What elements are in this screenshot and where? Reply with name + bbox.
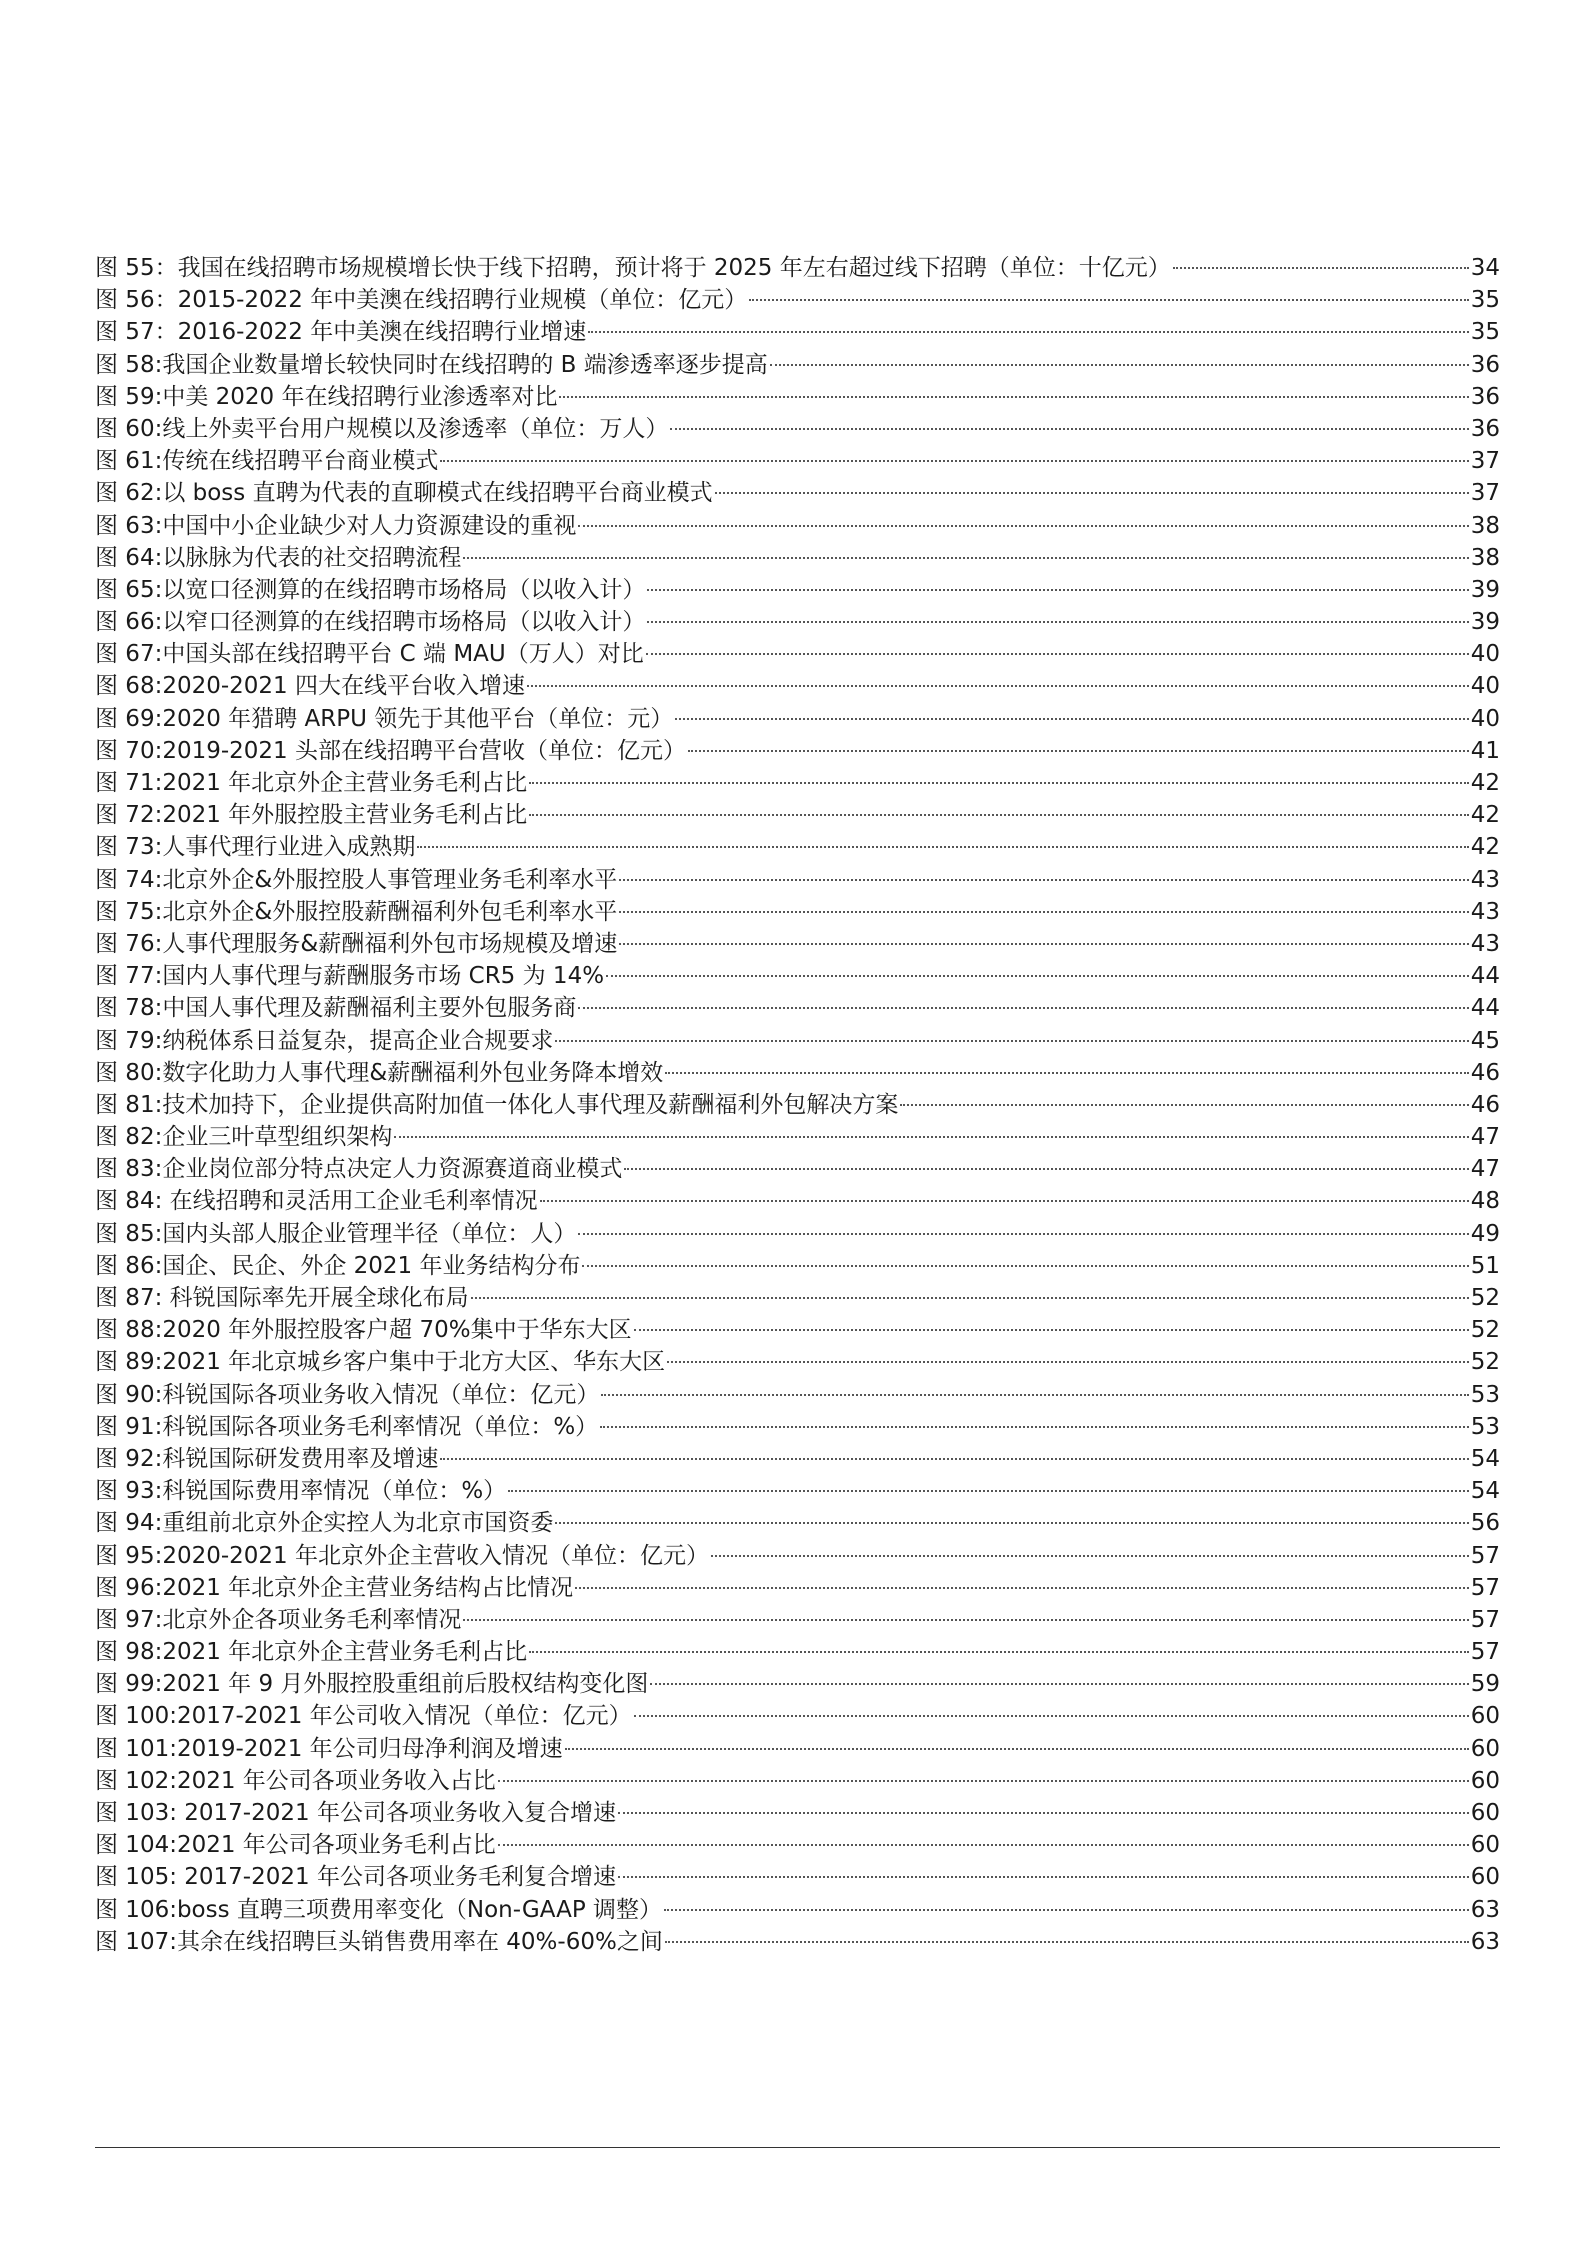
toc-entry-title: 图 91:科锐国际各项业务毛利率情况（单位：%）	[95, 1413, 599, 1440]
toc-entry-page-number: 44	[1470, 963, 1500, 990]
toc-entry-page-number: 34	[1470, 255, 1500, 281]
toc-dot-leader	[601, 1394, 1468, 1396]
toc-entry-title: 图 70:2019-2021 头部在线招聘平台营收（单位：亿元）	[95, 737, 687, 764]
toc-dot-leader	[578, 525, 1468, 527]
toc-entry[interactable]	[95, 1218, 1500, 1250]
toc-entry-page-number: 42	[1470, 834, 1500, 861]
toc-entry-page-number: 51	[1470, 1252, 1500, 1279]
toc-entry-title: 图 74:北京外企&外服控股人事管理业务毛利率水平	[95, 866, 618, 893]
toc-entry[interactable]	[95, 1733, 1500, 1765]
toc-entry-page-number: 36	[1470, 415, 1500, 442]
toc-entry-title: 图 105: 2017-2021 年公司各项业务毛利复合增速	[95, 1864, 616, 1891]
toc-entry-title: 图 86:国企、民企、外企 2021 年业务结构分布	[95, 1252, 581, 1279]
toc-entry-page-number: 63	[1470, 1896, 1500, 1923]
toc-entry-page-number: 44	[1470, 995, 1500, 1022]
toc-entry[interactable]	[95, 928, 1500, 960]
toc-dot-leader	[647, 589, 1468, 591]
toc-dot-leader	[634, 1329, 1469, 1331]
toc-entry-page-number: 42	[1470, 802, 1500, 829]
toc-entry-title: 图 76:人事代理服务&薪酬福利外包市场规模及增速	[95, 930, 618, 957]
toc-entry-title: 图 93:科锐国际费用率情况（单位：%）	[95, 1478, 507, 1505]
toc-entry-title: 图 96:2021 年北京外企主营业务结构占比情况	[95, 1574, 574, 1601]
toc-entry-page-number: 40	[1470, 641, 1500, 668]
toc-entry-page-number: 48	[1470, 1188, 1500, 1215]
toc-entry[interactable]	[95, 1443, 1500, 1475]
toc-entry[interactable]	[95, 477, 1500, 509]
toc-entry[interactable]	[95, 1411, 1500, 1443]
toc-entry-title: 图 107:其余在线招聘巨头销售费用率在 40%-60%之间	[95, 1928, 663, 1955]
toc-entry-title: 图 106:boss 直聘三项费用率变化（Non-GAAP 调整）	[95, 1896, 663, 1923]
toc-dot-leader	[770, 364, 1469, 366]
toc-entry-page-number: 52	[1470, 1349, 1500, 1376]
toc-entry-title: 图 59:中美 2020 年在线招聘行业渗透率对比	[95, 383, 558, 410]
toc-dot-leader	[440, 460, 1468, 462]
toc-entry-page-number: 45	[1470, 1027, 1500, 1054]
toc-entry-title: 图 73:人事代理行业进入成熟期	[95, 834, 416, 861]
toc-dot-leader	[665, 1072, 1468, 1074]
toc-dot-leader	[498, 1780, 1469, 1782]
toc-dot-leader	[711, 1555, 1469, 1557]
toc-entry-title: 图 56：2015-2022 年中美澳在线招聘行业规模（单位：亿元）	[95, 287, 748, 314]
toc-dot-leader	[555, 1522, 1468, 1524]
toc-entry-title: 图 60:线上外卖平台用户规模以及渗透率（单位：万人）	[95, 415, 669, 442]
toc-entry-title: 图 78:中国人事代理及薪酬福利主要外包服务商	[95, 995, 577, 1022]
toc-entry-title: 图 90:科锐国际各项业务收入情况（单位：亿元）	[95, 1381, 600, 1408]
toc-entry[interactable]	[95, 864, 1500, 896]
toc-entry-title: 图 88:2020 年外服控股客户超 70%集中于华东大区	[95, 1317, 632, 1344]
toc-entry[interactable]	[95, 252, 1500, 284]
toc-dot-leader	[1173, 267, 1469, 269]
toc-entry-title: 图 61:传统在线招聘平台商业模式	[95, 448, 439, 475]
toc-entry-title: 图 77:国内人事代理与薪酬服务市场 CR5 为 14%	[95, 963, 605, 990]
toc-dot-leader	[619, 943, 1468, 945]
toc-entry[interactable]	[95, 703, 1500, 735]
toc-entry[interactable]	[95, 831, 1500, 863]
toc-entry-title: 图 63:中国中小企业缺少对人力资源建设的重视	[95, 512, 577, 539]
toc-entry[interactable]	[95, 1572, 1500, 1604]
toc-entry[interactable]	[95, 1668, 1500, 1700]
toc-entry-title: 图 89:2021 年北京城乡客户集中于北方大区、华东大区	[95, 1349, 666, 1376]
toc-entry[interactable]	[95, 413, 1500, 445]
toc-entry-title: 图 75:北京外企&外服控股薪酬福利外包毛利率水平	[95, 898, 618, 925]
toc-entry-title: 图 62:以 boss 直聘为代表的直聊模式在线招聘平台商业模式	[95, 480, 713, 507]
toc-entry-page-number: 37	[1470, 480, 1500, 507]
toc-dot-leader	[624, 1168, 1468, 1170]
toc-entry-page-number: 47	[1470, 1124, 1500, 1151]
toc-entry-title: 图 94:重组前北京外企实控人为北京市国资委	[95, 1510, 554, 1537]
toc-entry[interactable]	[95, 1153, 1500, 1185]
toc-dot-leader	[527, 685, 1469, 687]
toc-entry[interactable]	[95, 1926, 1500, 1958]
toc-dot-leader	[900, 1104, 1468, 1106]
toc-dot-leader	[559, 396, 1468, 398]
toc-entry-page-number: 52	[1470, 1285, 1500, 1311]
toc-entry[interactable]	[95, 1282, 1500, 1314]
toc-entry[interactable]	[95, 670, 1500, 702]
toc-entry-page-number: 47	[1470, 1156, 1500, 1183]
toc-entry-page-number: 35	[1470, 319, 1500, 346]
toc-entry[interactable]	[95, 1185, 1500, 1217]
toc-dot-leader	[618, 1812, 1469, 1814]
toc-entry-page-number: 36	[1470, 351, 1500, 378]
toc-entry-title: 图 100:2017-2021 年公司收入情况（单位：亿元）	[95, 1703, 632, 1730]
toc-entry[interactable]	[95, 960, 1500, 992]
toc-dot-leader	[667, 1361, 1469, 1363]
toc-entry[interactable]	[95, 1636, 1500, 1668]
toc-entry-title: 图 71:2021 年北京外企主营业务毛利占比	[95, 770, 528, 796]
toc-dot-leader	[578, 1233, 1468, 1235]
toc-entry[interactable]	[95, 1475, 1500, 1507]
toc-entry[interactable]	[95, 735, 1500, 767]
toc-entry[interactable]	[95, 767, 1500, 799]
toc-dot-leader	[508, 1490, 1469, 1492]
table-of-figures	[95, 252, 1500, 1958]
toc-entry[interactable]	[95, 896, 1500, 928]
footer-divider	[95, 2147, 1500, 2148]
toc-entry[interactable]	[95, 799, 1500, 831]
toc-entry-page-number: 37	[1470, 448, 1500, 475]
toc-entry[interactable]	[95, 284, 1500, 316]
toc-dot-leader	[555, 1040, 1468, 1042]
toc-entry-title: 图 80:数字化助力人事代理&薪酬福利外包业务降本增效	[95, 1059, 664, 1086]
toc-entry[interactable]	[95, 1861, 1500, 1893]
toc-entry-page-number: 38	[1470, 544, 1500, 571]
toc-entry-page-number: 42	[1470, 770, 1500, 796]
toc-dot-leader	[647, 621, 1468, 623]
toc-dot-leader	[634, 1715, 1469, 1717]
toc-dot-leader	[540, 1200, 1469, 1202]
toc-entry[interactable]	[95, 1829, 1500, 1861]
toc-entry-title: 图 82:企业三叶草型组织架构	[95, 1124, 393, 1151]
toc-entry-page-number: 52	[1470, 1317, 1500, 1344]
toc-dot-leader	[650, 1683, 1468, 1685]
toc-entry[interactable]	[95, 1894, 1500, 1926]
toc-entry-title: 图 64:以脉脉为代表的社交招聘流程	[95, 544, 462, 571]
toc-entry-title: 图 55：我国在线招聘市场规模增长快于线下招聘，预计将于 2025 年左右超过线下招聘（单位：十亿元）	[95, 255, 1171, 281]
toc-entry-title: 图 57：2016-2022 年中美澳在线招聘行业增速	[95, 319, 587, 346]
toc-dot-leader	[529, 814, 1469, 816]
toc-entry[interactable]	[95, 1765, 1500, 1797]
toc-entry[interactable]	[95, 992, 1500, 1024]
toc-entry[interactable]	[95, 574, 1500, 606]
toc-entry-page-number: 39	[1470, 576, 1500, 603]
toc-entry-page-number: 60	[1470, 1800, 1500, 1826]
toc-dot-leader	[529, 1651, 1469, 1653]
toc-entry[interactable]	[95, 381, 1500, 413]
toc-dot-leader	[749, 299, 1468, 301]
toc-entry[interactable]	[95, 542, 1500, 574]
toc-entry-title: 图 65:以宽口径测算的在线招聘市场格局（以收入计）	[95, 576, 646, 603]
toc-entry-page-number: 41	[1470, 737, 1500, 764]
toc-entry[interactable]	[95, 1604, 1500, 1636]
toc-entry-page-number: 43	[1470, 898, 1500, 925]
toc-entry-page-number: 60	[1470, 1832, 1500, 1859]
toc-entry-page-number: 60	[1470, 1703, 1500, 1730]
toc-entry-page-number: 49	[1470, 1220, 1500, 1247]
toc-dot-leader	[463, 1619, 1468, 1621]
toc-entry-page-number: 57	[1470, 1639, 1500, 1666]
toc-dot-leader	[646, 653, 1469, 655]
toc-entry-title: 图 101:2019-2021 年公司归母净利润及增速	[95, 1735, 563, 1762]
toc-dot-leader	[529, 782, 1469, 784]
toc-entry-page-number: 43	[1470, 930, 1500, 957]
toc-entry[interactable]	[95, 1089, 1500, 1121]
toc-dot-leader	[417, 846, 1468, 848]
toc-dot-leader	[675, 718, 1469, 720]
toc-entry-title: 图 87: 科锐国际率先开展全球化布局	[95, 1285, 469, 1311]
toc-entry[interactable]	[95, 606, 1500, 638]
toc-entry[interactable]	[95, 510, 1500, 542]
toc-dot-leader	[670, 428, 1468, 430]
toc-entry-page-number: 57	[1470, 1606, 1500, 1633]
toc-entry-title: 图 85:国内头部人服企业管理半径（单位：人）	[95, 1220, 577, 1247]
toc-entry[interactable]	[95, 1057, 1500, 1089]
toc-entry[interactable]	[95, 1797, 1500, 1829]
toc-entry-page-number: 35	[1470, 287, 1500, 314]
toc-dot-leader	[619, 879, 1468, 881]
toc-entry-page-number: 57	[1470, 1542, 1500, 1569]
toc-dot-leader	[575, 1587, 1469, 1589]
toc-entry-page-number: 40	[1470, 673, 1500, 700]
toc-dot-leader	[618, 1876, 1469, 1878]
toc-dot-leader	[582, 1265, 1468, 1267]
toc-entry-page-number: 59	[1470, 1671, 1500, 1698]
toc-entry[interactable]	[95, 1314, 1500, 1346]
toc-entry-title: 图 58:我国企业数量增长较快同时在线招聘的 B 端渗透率逐步提高	[95, 351, 768, 378]
toc-entry-page-number: 46	[1470, 1091, 1500, 1118]
toc-entry-page-number: 53	[1470, 1413, 1500, 1440]
toc-entry-title: 图 95:2020-2021 年北京外企主营收入情况（单位：亿元）	[95, 1542, 710, 1569]
toc-dot-leader	[440, 1458, 1468, 1460]
toc-dot-leader	[565, 1748, 1469, 1750]
toc-entry-title: 图 103: 2017-2021 年公司各项业务收入复合增速	[95, 1800, 616, 1826]
toc-entry-title: 图 102:2021 年公司各项业务收入占比	[95, 1767, 496, 1794]
toc-entry-page-number: 39	[1470, 609, 1500, 636]
toc-dot-leader	[578, 1007, 1468, 1009]
toc-entry-title: 图 84: 在线招聘和灵活用工企业毛利率情况	[95, 1188, 538, 1215]
toc-entry-page-number: 40	[1470, 705, 1500, 732]
toc-entry-page-number: 46	[1470, 1059, 1500, 1086]
toc-entry-title: 图 99:2021 年 9 月外服控股重组前后股权结构变化图	[95, 1671, 649, 1698]
toc-entry-title: 图 104:2021 年公司各项业务毛利占比	[95, 1832, 496, 1859]
toc-entry-page-number: 57	[1470, 1574, 1500, 1601]
toc-entry-title: 图 92:科锐国际研发费用率及增速	[95, 1445, 439, 1472]
toc-entry-page-number: 36	[1470, 383, 1500, 410]
toc-entry[interactable]	[95, 1379, 1500, 1411]
toc-entry-page-number: 60	[1470, 1735, 1500, 1762]
toc-dot-leader	[664, 1909, 1469, 1911]
toc-entry-page-number: 53	[1470, 1381, 1500, 1408]
toc-entry-page-number: 38	[1470, 512, 1500, 539]
toc-entry-title: 图 68:2020-2021 四大在线平台收入增速	[95, 673, 526, 700]
toc-entry-title: 图 69:2020 年猎聘 ARPU 领先于其他平台（单位：元）	[95, 705, 674, 732]
toc-entry-title: 图 98:2021 年北京外企主营业务毛利占比	[95, 1639, 528, 1666]
toc-entry[interactable]	[95, 1250, 1500, 1282]
toc-dot-leader	[471, 1297, 1469, 1299]
toc-entry-page-number: 56	[1470, 1510, 1500, 1537]
toc-entry[interactable]	[95, 1025, 1500, 1057]
toc-dot-leader	[715, 492, 1469, 494]
toc-entry-title: 图 81:技术加持下，企业提供高附加值一体化人事代理及薪酬福利外包解决方案	[95, 1091, 899, 1118]
toc-entry[interactable]	[95, 1346, 1500, 1378]
toc-entry-title: 图 79:纳税体系日益复杂，提高企业合规要求	[95, 1027, 554, 1054]
toc-entry[interactable]	[95, 1507, 1500, 1539]
toc-dot-leader	[463, 557, 1468, 559]
toc-entry[interactable]	[95, 445, 1500, 477]
toc-entry-page-number: 60	[1470, 1864, 1500, 1891]
toc-entry-title: 图 67:中国头部在线招聘平台 C 端 MAU（万人）对比	[95, 641, 644, 668]
toc-entry[interactable]	[95, 316, 1500, 348]
toc-entry-page-number: 43	[1470, 866, 1500, 893]
toc-dot-leader	[588, 331, 1468, 333]
toc-dot-leader	[665, 1941, 1469, 1943]
toc-entry-title: 图 72:2021 年外服控股主营业务毛利占比	[95, 802, 528, 829]
toc-dot-leader	[600, 1426, 1469, 1428]
toc-dot-leader	[619, 911, 1468, 913]
toc-entry[interactable]	[95, 1700, 1500, 1732]
toc-dot-leader	[688, 750, 1469, 752]
toc-dot-leader	[498, 1844, 1469, 1846]
toc-entry[interactable]	[95, 1540, 1500, 1572]
toc-entry-title: 图 66:以窄口径测算的在线招聘市场格局（以收入计）	[95, 609, 646, 636]
toc-entry-page-number: 54	[1470, 1445, 1500, 1472]
toc-entry-page-number: 54	[1470, 1478, 1500, 1505]
toc-entry-page-number: 63	[1470, 1928, 1500, 1955]
toc-entry[interactable]	[95, 1121, 1500, 1153]
toc-entry-page-number: 60	[1470, 1767, 1500, 1794]
toc-dot-leader	[606, 975, 1469, 977]
toc-entry-title: 图 97:北京外企各项业务毛利率情况	[95, 1606, 462, 1633]
toc-dot-leader	[394, 1136, 1468, 1138]
toc-entry[interactable]	[95, 349, 1500, 381]
toc-entry-title: 图 83:企业岗位部分特点决定人力资源赛道商业模式	[95, 1156, 623, 1183]
toc-entry[interactable]	[95, 638, 1500, 670]
